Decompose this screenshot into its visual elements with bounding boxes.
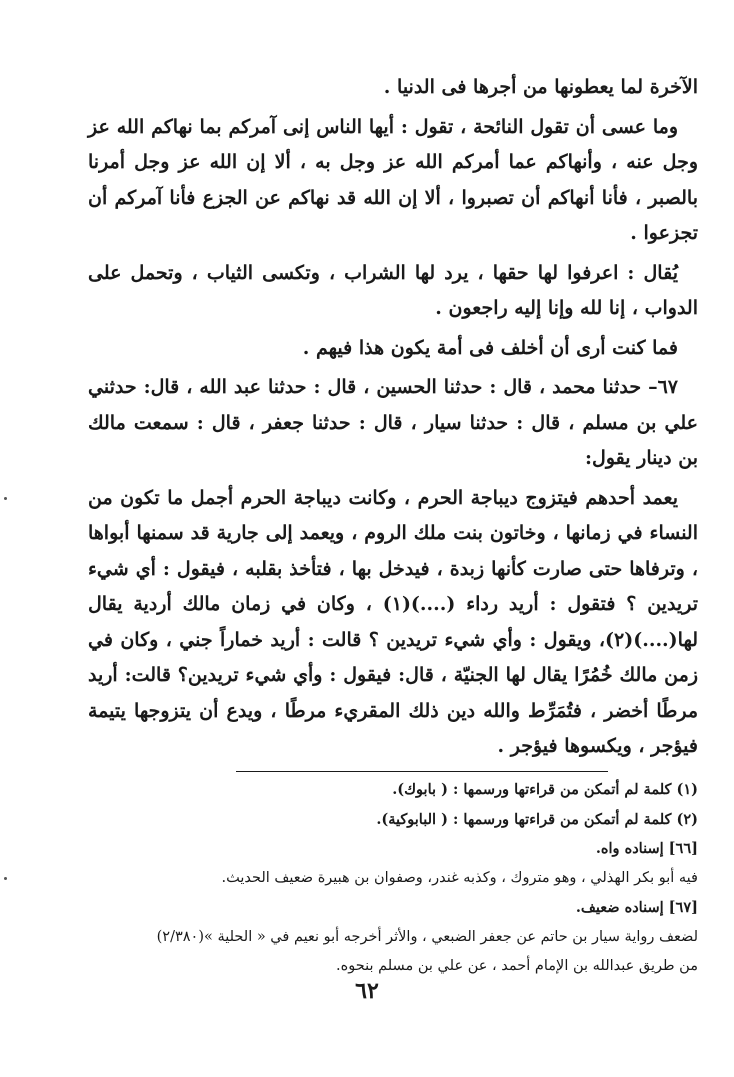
paragraph-3: يُقال : اعرفوا لها حقها ، يرد لها الشراب ، وتكسى الثياب ، وتحمل على الدواب ، إنا لله وإنا إليه راجعون . (88, 261, 698, 319)
footnote-separator (236, 771, 608, 772)
page-number: ٦٢ (355, 978, 379, 1004)
takhrij-67-text-1: لضعف رواية سيار بن حاتم عن جعفر الضبعي ، والأثر أخرجه أبو نعيم في « الحلية »(٢/٣٨٠) (156, 928, 698, 945)
paragraph-4: فما كنت أرى أن أخلف فى أمة يكون هذا فيهم . (302, 336, 678, 359)
takhrij-66-heading: [٦٦] إسناده واه. (595, 840, 698, 857)
paragraph-1: الآخرة لما يعطونها من أجرها فى الدنيا . (383, 76, 698, 98)
main-text (88, 70, 698, 769)
takhrij-66-text: فيه أبو بكر الهذلي ، وهو متروك ، وكذبه غندر، وصفوان بن هبيرة ضعيف الحديث. (221, 869, 698, 886)
margin-dot (4, 877, 7, 880)
margin-dot (4, 497, 7, 500)
takhrij-67-heading: [٦٧] إسناده ضعيف. (575, 899, 698, 916)
paragraph-5-hadith-67: ٦٧– حدثنا محمد ، قال : حدثنا الحسين ، قال : حدثنا عبد الله ، قال: حدثني علي بن مسلم ، قال : حدثنا سيار ، قال : حدثنا جعفر ، قال : سمعت مالك بن دينار يقول: (88, 376, 698, 469)
paragraph-6: يعمد أحدهم فيتزوج ديباجة الحرم ، وكانت ديباجة الحرم أجمل ما تكون من النساء في زمانها ، وخاتون بنت ملك الروم ، ويعمد إلى جارية قد سمنها أبواها ، وترفاها حتى صارت كأنها زبدة ، فيدخل بها ، فتأخذ بقلبه ، فيقول : أي شيء تريدين ؟ فتقول : أريد رداء (....)(١) ، وكان في زمان مالك أردية يقال لها(....)(٢)، ويقول : وأي شيء تريدين ؟ قالت : أريد خماراً جني ، وكان في زمن مالك خُمُرًا يقال لها الجنيّة ، قال: فيقول : وأي شيء تريدين؟ قالت: أريد مرطًا أخضر ، فتُمَرِّط والله دين ذلك المقريء مرطًا ، ويدع أن يتزوجها يتيمة فيؤجر ، ويكسوها فيؤجر . (88, 486, 698, 757)
footnotes (88, 775, 698, 982)
takhrij-67-text-2: من طريق عبدالله بن الإمام أحمد ، عن علي بن مسلم بنحوه. (336, 958, 698, 974)
footnote-2: (٢) كلمة لم أتمكن من قراءتها ورسمها : ( البابوكية). (376, 810, 698, 828)
paragraph-2: وما عسى أن تقول النائحة ، تقول : أيها الناس إنى آمركم بما نهاكم الله عز وجل عنه ، وأنهاكم عما أمركم الله عز وجل به ، ألا إن الله عز وجل أمرنا بالصبر ، فأنا أنهاكم أن تصبروا ، ألا إن الله قد نهاكم عن الجزع فأنا آمركم أن تجزعوا . (88, 115, 698, 244)
footnote-1: (١) كلمة لم أتمكن من قراءتها ورسمها : ( بابوك). (392, 781, 698, 798)
